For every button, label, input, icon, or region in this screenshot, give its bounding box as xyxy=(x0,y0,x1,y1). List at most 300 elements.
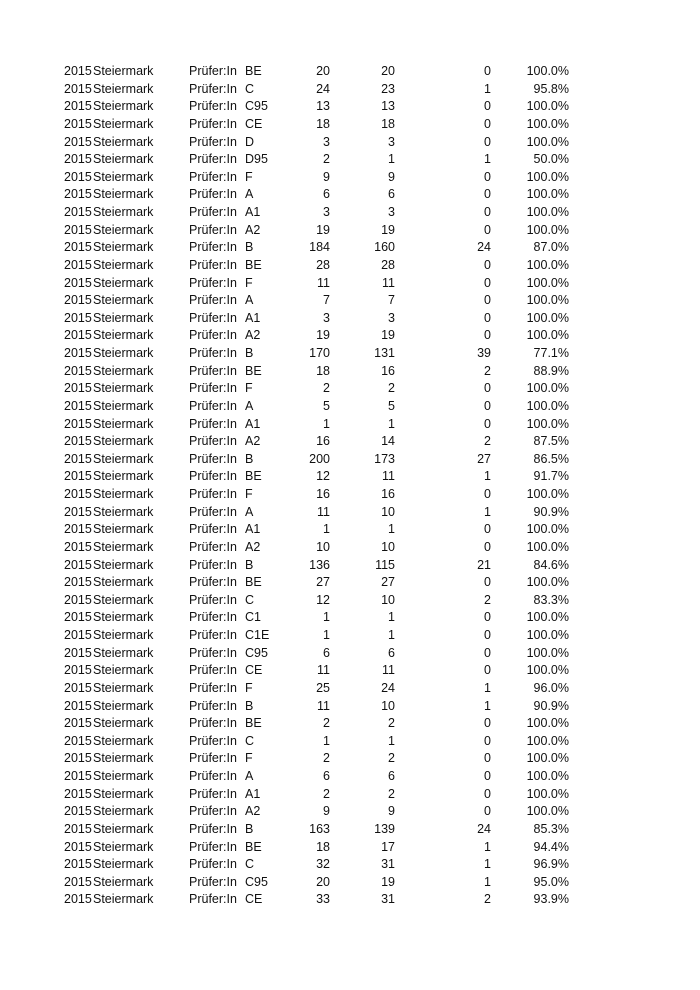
cell-class: C xyxy=(245,733,255,748)
cell-total: 3 xyxy=(323,205,330,219)
cell-failed: 0 xyxy=(484,99,491,114)
cell-role: Prüfer:In xyxy=(189,240,237,255)
cell-total: 163 xyxy=(309,821,330,836)
cell-role: Prüfer:In xyxy=(189,716,237,731)
cell-region: Steiermark xyxy=(93,892,154,907)
cell-class: B xyxy=(245,698,254,713)
cell-total: 19 xyxy=(316,328,330,343)
cell-year: 2015 xyxy=(64,839,92,854)
cell-role: Prüfer:In xyxy=(189,874,237,889)
cell-passed: 3 xyxy=(388,310,395,325)
table-row xyxy=(0,398,700,416)
cell-role: Prüfer:In xyxy=(189,152,237,167)
table-row xyxy=(0,310,700,328)
cell-class: B xyxy=(245,451,254,466)
cell-year: 2015 xyxy=(64,892,92,907)
table-row xyxy=(0,786,700,804)
cell-year: 2015 xyxy=(64,769,92,783)
cell-failed: 1 xyxy=(484,874,491,889)
cell-total: 1 xyxy=(323,628,330,642)
cell-year: 2015 xyxy=(64,698,92,713)
cell-rate: 84.6% xyxy=(533,557,569,572)
cell-region: Steiermark xyxy=(93,152,154,167)
table-row xyxy=(0,609,700,627)
cell-rate: 100.0% xyxy=(526,205,569,219)
cell-failed: 0 xyxy=(484,804,491,819)
cell-total: 13 xyxy=(316,99,330,114)
cell-region: Steiermark xyxy=(93,610,154,625)
cell-total: 2 xyxy=(323,751,330,766)
cell-failed: 0 xyxy=(484,257,491,272)
cell-rate: 100.0% xyxy=(526,645,569,660)
cell-total: 136 xyxy=(309,557,330,572)
cell-role: Prüfer:In xyxy=(189,469,237,484)
cell-region: Steiermark xyxy=(93,328,154,343)
cell-year: 2015 xyxy=(64,786,92,801)
cell-rate: 100.0% xyxy=(526,487,569,501)
cell-total: 25 xyxy=(316,680,330,695)
table-row xyxy=(0,733,700,751)
cell-region: Steiermark xyxy=(93,680,154,695)
cell-failed: 0 xyxy=(484,222,491,237)
cell-role: Prüfer:In xyxy=(189,363,237,378)
cell-year: 2015 xyxy=(64,222,92,237)
cell-class: B xyxy=(245,346,254,360)
table-row xyxy=(0,645,700,663)
cell-class: F xyxy=(245,381,253,396)
cell-role: Prüfer:In xyxy=(189,222,237,237)
cell-failed: 0 xyxy=(484,275,491,290)
cell-total: 2 xyxy=(323,786,330,801)
cell-total: 20 xyxy=(316,874,330,889)
cell-rate: 100.0% xyxy=(526,275,569,290)
cell-rate: 100.0% xyxy=(526,804,569,819)
cell-class: A2 xyxy=(245,328,261,343)
cell-total: 33 xyxy=(316,892,330,907)
cell-role: Prüfer:In xyxy=(189,346,237,360)
table-row xyxy=(0,680,700,698)
cell-rate: 100.0% xyxy=(526,398,569,413)
cell-role: Prüfer:In xyxy=(189,557,237,572)
cell-role: Prüfer:In xyxy=(189,645,237,660)
table-row xyxy=(0,821,700,839)
cell-rate: 100.0% xyxy=(526,575,569,590)
table-row xyxy=(0,539,700,557)
cell-rate: 96.9% xyxy=(533,857,569,872)
cell-class: CE xyxy=(245,892,263,907)
cell-region: Steiermark xyxy=(93,751,154,766)
cell-region: Steiermark xyxy=(93,769,154,783)
cell-role: Prüfer:In xyxy=(189,169,237,184)
cell-rate: 93.9% xyxy=(533,892,569,907)
table-row xyxy=(0,98,700,116)
cell-class: F xyxy=(245,751,253,766)
cell-total: 5 xyxy=(323,398,330,413)
cell-class: A xyxy=(245,504,254,519)
cell-role: Prüfer:In xyxy=(189,328,237,343)
cell-total: 24 xyxy=(316,81,330,96)
cell-passed: 16 xyxy=(381,363,395,378)
cell-failed: 0 xyxy=(484,487,491,501)
cell-class: A1 xyxy=(245,786,261,801)
cell-rate: 100.0% xyxy=(526,733,569,748)
cell-region: Steiermark xyxy=(93,839,154,854)
cell-class: A2 xyxy=(245,539,261,554)
table-row xyxy=(0,662,700,680)
cell-region: Steiermark xyxy=(93,169,154,184)
cell-failed: 2 xyxy=(484,592,491,607)
cell-passed: 31 xyxy=(381,892,395,907)
cell-rate: 94.4% xyxy=(533,839,569,854)
cell-region: Steiermark xyxy=(93,557,154,572)
table-row xyxy=(0,275,700,293)
cell-failed: 27 xyxy=(477,451,491,466)
cell-rate: 88.9% xyxy=(533,363,569,378)
cell-region: Steiermark xyxy=(93,539,154,554)
table-row xyxy=(0,504,700,522)
cell-rate: 100.0% xyxy=(526,381,569,396)
cell-class: BE xyxy=(245,363,262,378)
cell-year: 2015 xyxy=(64,116,92,131)
cell-role: Prüfer:In xyxy=(189,275,237,290)
cell-year: 2015 xyxy=(64,610,92,625)
cell-year: 2015 xyxy=(64,205,92,219)
cell-failed: 1 xyxy=(484,698,491,713)
cell-failed: 2 xyxy=(484,434,491,449)
cell-passed: 19 xyxy=(381,874,395,889)
cell-passed: 18 xyxy=(381,116,395,131)
cell-role: Prüfer:In xyxy=(189,539,237,554)
cell-passed: 5 xyxy=(388,398,395,413)
cell-year: 2015 xyxy=(64,398,92,413)
cell-role: Prüfer:In xyxy=(189,821,237,836)
table-row xyxy=(0,222,700,240)
cell-failed: 0 xyxy=(484,187,491,202)
cell-role: Prüfer:In xyxy=(189,698,237,713)
table-row xyxy=(0,574,700,592)
cell-rate: 100.0% xyxy=(526,786,569,801)
cell-year: 2015 xyxy=(64,716,92,731)
cell-failed: 0 xyxy=(484,610,491,625)
cell-class: C xyxy=(245,592,255,607)
cell-total: 3 xyxy=(323,310,330,325)
cell-failed: 0 xyxy=(484,134,491,149)
cell-region: Steiermark xyxy=(93,275,154,290)
cell-rate: 100.0% xyxy=(526,116,569,131)
table-row xyxy=(0,768,700,786)
cell-passed: 13 xyxy=(381,99,395,114)
cell-total: 11 xyxy=(317,504,330,519)
cell-role: Prüfer:In xyxy=(189,628,237,642)
cell-region: Steiermark xyxy=(93,346,154,360)
cell-passed: 19 xyxy=(381,328,395,343)
cell-failed: 0 xyxy=(484,733,491,748)
table-row xyxy=(0,292,700,310)
cell-year: 2015 xyxy=(64,257,92,272)
table-row xyxy=(0,486,700,504)
cell-class: B xyxy=(245,240,254,255)
cell-role: Prüfer:In xyxy=(189,610,237,625)
cell-region: Steiermark xyxy=(93,134,154,149)
cell-class: C xyxy=(245,81,255,96)
cell-failed: 0 xyxy=(484,786,491,801)
cell-total: 32 xyxy=(316,857,330,872)
table-row xyxy=(0,433,700,451)
cell-failed: 0 xyxy=(484,310,491,325)
cell-year: 2015 xyxy=(64,310,92,325)
table-body xyxy=(0,63,700,909)
cell-class: F xyxy=(245,680,253,695)
cell-role: Prüfer:In xyxy=(189,663,237,678)
cell-class: C xyxy=(245,857,255,872)
cell-failed: 0 xyxy=(484,716,491,731)
cell-class: B xyxy=(245,821,254,836)
cell-role: Prüfer:In xyxy=(189,64,237,78)
cell-passed: 139 xyxy=(374,821,395,836)
table-row xyxy=(0,63,700,81)
cell-year: 2015 xyxy=(64,81,92,96)
cell-role: Prüfer:In xyxy=(189,116,237,131)
cell-region: Steiermark xyxy=(93,487,154,501)
cell-class: B xyxy=(245,557,254,572)
cell-region: Steiermark xyxy=(93,99,154,114)
cell-rate: 50.0% xyxy=(533,152,569,167)
cell-passed: 6 xyxy=(388,187,395,202)
cell-class: A2 xyxy=(245,222,261,237)
cell-rate: 100.0% xyxy=(526,293,569,308)
cell-class: A xyxy=(245,187,254,202)
table-row xyxy=(0,592,700,610)
cell-rate: 100.0% xyxy=(526,222,569,237)
cell-role: Prüfer:In xyxy=(189,187,237,202)
cell-passed: 1 xyxy=(388,522,395,537)
cell-failed: 0 xyxy=(484,328,491,343)
cell-rate: 87.5% xyxy=(533,434,569,449)
cell-region: Steiermark xyxy=(93,663,154,678)
cell-passed: 2 xyxy=(388,716,395,731)
cell-passed: 17 xyxy=(381,839,395,854)
cell-rate: 100.0% xyxy=(526,310,569,325)
cell-failed: 1 xyxy=(484,857,491,872)
cell-year: 2015 xyxy=(64,134,92,149)
cell-region: Steiermark xyxy=(93,451,154,466)
cell-year: 2015 xyxy=(64,645,92,660)
cell-passed: 11 xyxy=(382,469,395,484)
cell-passed: 2 xyxy=(388,751,395,766)
cell-passed: 10 xyxy=(381,504,395,519)
table-row xyxy=(0,803,700,821)
cell-total: 16 xyxy=(316,434,330,449)
cell-role: Prüfer:In xyxy=(189,751,237,766)
cell-year: 2015 xyxy=(64,522,92,537)
cell-class: C95 xyxy=(245,874,268,889)
cell-year: 2015 xyxy=(64,504,92,519)
cell-region: Steiermark xyxy=(93,504,154,519)
cell-passed: 3 xyxy=(388,205,395,219)
cell-region: Steiermark xyxy=(93,381,154,396)
cell-role: Prüfer:In xyxy=(189,769,237,783)
cell-rate: 100.0% xyxy=(526,64,569,78)
cell-year: 2015 xyxy=(64,804,92,819)
table-row xyxy=(0,204,700,222)
cell-region: Steiermark xyxy=(93,293,154,308)
cell-total: 9 xyxy=(323,804,330,819)
cell-role: Prüfer:In xyxy=(189,257,237,272)
cell-year: 2015 xyxy=(64,663,92,678)
cell-passed: 14 xyxy=(381,434,395,449)
cell-failed: 0 xyxy=(484,522,491,537)
cell-failed: 1 xyxy=(484,839,491,854)
cell-passed: 2 xyxy=(388,786,395,801)
cell-total: 10 xyxy=(316,539,330,554)
table-row xyxy=(0,363,700,381)
cell-passed: 6 xyxy=(388,769,395,783)
cell-role: Prüfer:In xyxy=(189,293,237,308)
cell-year: 2015 xyxy=(64,434,92,449)
cell-role: Prüfer:In xyxy=(189,381,237,396)
cell-role: Prüfer:In xyxy=(189,892,237,907)
cell-failed: 0 xyxy=(484,539,491,554)
cell-role: Prüfer:In xyxy=(189,786,237,801)
cell-rate: 96.0% xyxy=(533,680,569,695)
cell-passed: 1 xyxy=(388,416,395,431)
cell-passed: 1 xyxy=(388,610,395,625)
cell-failed: 0 xyxy=(484,169,491,184)
cell-role: Prüfer:In xyxy=(189,451,237,466)
table-row xyxy=(0,627,700,645)
table-row xyxy=(0,327,700,345)
cell-rate: 87.0% xyxy=(533,240,569,255)
cell-class: F xyxy=(245,487,253,501)
cell-rate: 95.8% xyxy=(533,81,569,96)
cell-rate: 100.0% xyxy=(526,751,569,766)
cell-rate: 90.9% xyxy=(533,698,569,713)
cell-year: 2015 xyxy=(64,363,92,378)
cell-region: Steiermark xyxy=(93,469,154,484)
data-table xyxy=(0,63,700,909)
cell-passed: 27 xyxy=(381,575,395,590)
cell-passed: 16 xyxy=(381,487,395,501)
cell-class: A2 xyxy=(245,804,261,819)
cell-year: 2015 xyxy=(64,592,92,607)
table-row xyxy=(0,134,700,152)
table-row xyxy=(0,698,700,716)
cell-region: Steiermark xyxy=(93,786,154,801)
cell-total: 12 xyxy=(316,469,330,484)
cell-total: 6 xyxy=(323,187,330,202)
cell-passed: 1 xyxy=(388,733,395,748)
cell-total: 11 xyxy=(317,275,330,290)
cell-region: Steiermark xyxy=(93,205,154,219)
cell-total: 18 xyxy=(316,116,330,131)
cell-rate: 100.0% xyxy=(526,522,569,537)
cell-role: Prüfer:In xyxy=(189,134,237,149)
cell-rate: 85.3% xyxy=(533,821,569,836)
cell-class: C95 xyxy=(245,99,268,114)
cell-year: 2015 xyxy=(64,346,92,360)
cell-failed: 0 xyxy=(484,751,491,766)
table-row xyxy=(0,345,700,363)
cell-passed: 6 xyxy=(388,645,395,660)
cell-passed: 1 xyxy=(388,628,395,642)
cell-passed: 9 xyxy=(388,804,395,819)
cell-region: Steiermark xyxy=(93,363,154,378)
cell-year: 2015 xyxy=(64,751,92,766)
cell-year: 2015 xyxy=(64,275,92,290)
cell-passed: 10 xyxy=(381,592,395,607)
cell-region: Steiermark xyxy=(93,716,154,731)
cell-rate: 100.0% xyxy=(526,257,569,272)
cell-class: A1 xyxy=(245,310,261,325)
cell-failed: 0 xyxy=(484,293,491,308)
cell-passed: 20 xyxy=(381,64,395,78)
table-row xyxy=(0,151,700,169)
cell-rate: 90.9% xyxy=(533,504,569,519)
cell-failed: 0 xyxy=(484,769,491,783)
cell-passed: 131 xyxy=(374,346,395,360)
cell-year: 2015 xyxy=(64,416,92,431)
cell-region: Steiermark xyxy=(93,257,154,272)
cell-rate: 100.0% xyxy=(526,539,569,554)
cell-role: Prüfer:In xyxy=(189,804,237,819)
cell-rate: 100.0% xyxy=(526,663,569,678)
cell-failed: 2 xyxy=(484,892,491,907)
cell-failed: 0 xyxy=(484,205,491,219)
cell-total: 170 xyxy=(309,346,330,360)
cell-failed: 2 xyxy=(484,363,491,378)
cell-class: BE xyxy=(245,64,262,78)
cell-year: 2015 xyxy=(64,451,92,466)
cell-failed: 0 xyxy=(484,64,491,78)
cell-total: 11 xyxy=(317,698,330,713)
cell-year: 2015 xyxy=(64,169,92,184)
cell-region: Steiermark xyxy=(93,222,154,237)
table-row xyxy=(0,239,700,257)
cell-rate: 100.0% xyxy=(526,716,569,731)
cell-class: D95 xyxy=(245,152,268,167)
cell-region: Steiermark xyxy=(93,398,154,413)
table-row xyxy=(0,451,700,469)
cell-class: BE xyxy=(245,839,262,854)
cell-failed: 0 xyxy=(484,628,491,642)
cell-total: 1 xyxy=(323,610,330,625)
cell-class: A1 xyxy=(245,522,261,537)
table-row xyxy=(0,750,700,768)
cell-failed: 0 xyxy=(484,663,491,678)
cell-passed: 11 xyxy=(382,663,395,678)
cell-rate: 77.1% xyxy=(533,346,569,360)
cell-failed: 21 xyxy=(477,557,491,572)
cell-failed: 1 xyxy=(484,152,491,167)
cell-rate: 100.0% xyxy=(526,187,569,202)
cell-passed: 31 xyxy=(381,857,395,872)
cell-year: 2015 xyxy=(64,733,92,748)
table-row xyxy=(0,839,700,857)
cell-class: F xyxy=(245,169,253,184)
cell-region: Steiermark xyxy=(93,522,154,537)
cell-total: 12 xyxy=(316,592,330,607)
cell-failed: 0 xyxy=(484,116,491,131)
cell-role: Prüfer:In xyxy=(189,857,237,872)
cell-class: C95 xyxy=(245,645,268,660)
cell-total: 19 xyxy=(316,222,330,237)
cell-total: 27 xyxy=(316,575,330,590)
cell-total: 3 xyxy=(323,134,330,149)
cell-total: 18 xyxy=(316,839,330,854)
cell-failed: 0 xyxy=(484,398,491,413)
cell-rate: 95.0% xyxy=(533,874,569,889)
cell-rate: 100.0% xyxy=(526,134,569,149)
